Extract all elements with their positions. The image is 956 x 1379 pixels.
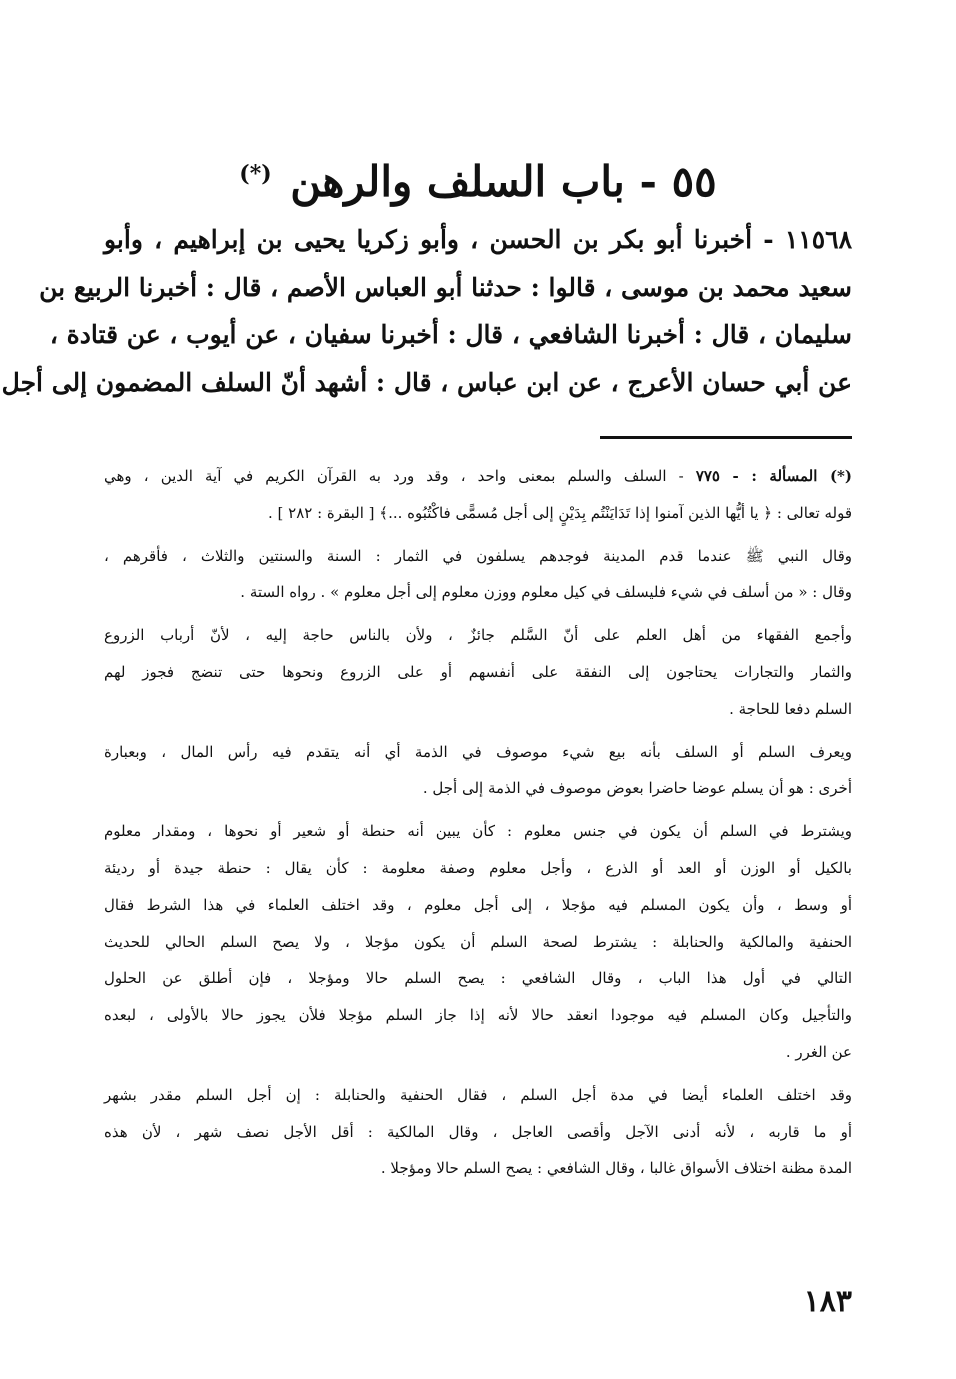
hadith-line: عن أبي حسان الأعرج ، عن ابن عباس ، قال : أشهد أنّ السلف المضمون إلى أجل	[1, 367, 852, 397]
footnote-line: والثمار والتجارات يحتاجون إلى النفقة على أنفسهم أو على الزروع ونحوها حتى تنضج فجوز لهم	[104, 662, 852, 681]
footnote-line: الحنفية والمالكية والحنابلة : يشترط لصحة السلم أن يكون مؤجلا ، ولا يصح السلم الحالي للحديث	[104, 932, 852, 951]
footnote-line	[104, 458, 852, 495]
hadith-line: سعيد محمد بن موسى ، قالوا : حدثنا أبو العباس الأصم ، قال : أخبرنا الربيع بن	[39, 272, 852, 302]
footnote-line: عن الغرر .	[785, 1042, 852, 1061]
chapter-title-text: ٥٥ - باب السلف والرهن	[290, 157, 717, 206]
footnote-paragraph	[104, 734, 852, 808]
footnote-paragraph	[104, 538, 852, 612]
footnote-line: وقد اختلف العلماء أيضا في مدة أجل السلم ، فقال الحنفية والحنابلة : إن أجل السلم مقدر بشهر	[104, 1085, 852, 1104]
chapter-title	[100, 142, 856, 214]
footnote-line: ويعرف السلم أو السلف بأنه بيع شيء موصوف في الذمة أي أنه يتقدم فيه رأس المال ، وبعبارة	[104, 742, 852, 761]
footnote-line: وقال : « من أسلف في شيء فليسلف في كيل معلوم ووزن معلوم إلى أجل معلوم » . رواه الستة .	[240, 583, 852, 602]
page-number: ١٨٣	[803, 1284, 852, 1319]
footnote-paragraph	[104, 458, 852, 532]
footnote-separator	[600, 436, 852, 439]
footnote-line: وأجمع الفقهاء من أهل العلم على أنّ السَّلم جائزٌ ، ولأن بالناس حاجة إليه ، لأنّ أرباب الزروع	[104, 626, 852, 645]
hadith-line: سليمان ، قال : أخبرنا الشافعي ، قال : أخبرنا سفيان ، عن أيوب ، عن قتادة ،	[49, 320, 852, 349]
footnote-line: ويشترط في السلم أن يكون في جنس معلوم : كأن يبين أنه حنطة أو شعير أو نحوها ، ومقدار معلوم	[104, 822, 852, 841]
footnote-line: أخرى : هو أن يسلم عوضا حاضرا بعوض موصوف في الذمة إلى أجل .	[422, 779, 852, 798]
footnote-line: التالي في أول هذا الباب ، وقال الشافعي : يصح السلم حالا ومؤجلا ، فإن أطلق عن الحلول	[104, 969, 852, 988]
footnote-line: وقال النبي ﷺ عندما قدم المدينة فوجدهم يسلفون في الثمار : السنة والسنتين والثلاث ، فأقرهم ،	[104, 546, 852, 565]
footnote-line: المدة مظنة اختلاف الأسواق غالبا ، وقال الشافعي : يصح السلم حالا ومؤجلا .	[380, 1159, 852, 1178]
footnote-line: السلم دفعا للحاجة .	[729, 699, 852, 718]
footnote-paragraph	[104, 617, 852, 727]
footnote-line: أو ما قاربه ، لأنه أدنى الآجل وأقصى العاجل ، وقال المالكية : أقل الأجل نصف شهر ، لأن هذه	[104, 1122, 852, 1141]
footnote-line: أو وسط ، وأن يكون المسلم فيه مؤجلا ، إلى أجل معلوم ، وقد اختلف العلماء في هذا الشرط فقال	[104, 895, 852, 914]
footnote-paragraph	[104, 1077, 852, 1187]
footnote-line: والتأجيل وكان المسلم فيه موجودا انعقد حالا لأنه إذا جاز السلم مؤجلا فلأن يجوز حالا بالأولى ، لبعده	[104, 1006, 852, 1025]
footnote-line: بالكيل أو الوزن أو العد أو الذرع ، وأجل معلوم وصفة معلومة : كأن يقال : حنطة جيدة أو رديئة	[104, 858, 852, 877]
footnote-text: - السلف والسلم بمعنى واحد ، وقد ورد به القرآن الكريم في آية الدين ، وهي	[104, 467, 684, 485]
hadith-text	[1, 216, 852, 406]
footnotes	[104, 458, 852, 1193]
hadith-line: ١١٥٦٨ - أخبرنا أبو بكر بن الحسن ، وأبو زكريا يحيى بن إبراهيم ، وأبو	[104, 225, 852, 254]
footnote-line: قوله تعالى : ﴿ يا أيُّها الذين آمنوا إذا تَدَايَنْتُم بِدَيْنٍ إلى أجل مُسمًّى فاكْتُبُوه ...﴾ [ البقرة : ٢٨٢ ] .	[267, 503, 852, 522]
footnote-paragraph	[104, 813, 852, 1071]
footnote-marker: (*)	[239, 161, 272, 187]
footnote-lead: (*) المسألة : - ٧٧٥	[695, 467, 852, 485]
